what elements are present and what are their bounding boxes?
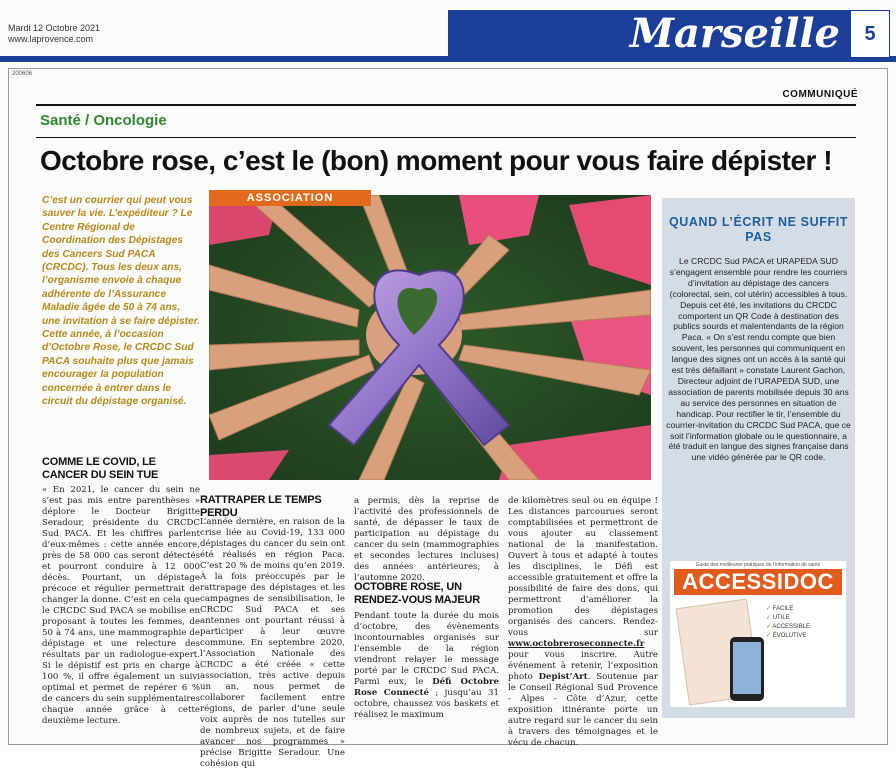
article-ref: 200606 — [12, 71, 33, 77]
sidebar-text: Le CRCDC Sud PACA et URAPEDA SUD s’engagent ensemble pour rendre les courriers d’invitation au dépistage des cancers (colorectal, sein, col utérin) accessibles à tous. Depuis cet été, les invitations du CRCDC comportent un QR Code à destination des publics sourds et malentendants de la région Paca. « On s’est rendu compte que bien souvent, les personnes qui communiquent en langue des signes ont un accès à la santé qui est très défaillant » constate Laurent Gachon, Directeur adjoint de l’URAPEDA SUD, une association de parents mobilisée depuis 30 ans au service des personnes en situation de handicap. Pour rectifier le tir, l’ensemble du courrier-invitation du CRCDC Sud PACA, que ce soit l’information globale ou le questionnaire, a été traduit en langue des signes française dans une vidéo générée par le QR code. — [666, 256, 851, 463]
ad-feature-list — [766, 605, 810, 641]
expo-name: Depist’Art — [538, 672, 588, 682]
header-dateline — [8, 23, 100, 45]
rubric-rule — [36, 137, 856, 138]
col4-text-b: pour vous inscrire. Autre événement à retenir, l’exposition photo — [508, 650, 658, 682]
section3-text-b: ; jusqu’au 31 octobre, chaussez vos baskets et réalisez le maximum — [354, 688, 499, 720]
page-number: 5 — [850, 10, 890, 58]
hands-ribbon-photo — [209, 195, 651, 480]
defi-website-link[interactable]: www.octobreroseconnecte.fr — [508, 639, 645, 649]
sidebar-title: QUAND L’ÉCRIT NE SUFFIT PAS — [668, 215, 849, 244]
rubric: Santé / Oncologie — [40, 112, 167, 129]
ad-title: ACCESSIDOC — [674, 569, 842, 595]
headline: Octobre rose, c’est le (bon) moment pour vous faire dépister ! — [40, 145, 833, 176]
top-rule — [36, 104, 856, 106]
section2-continued: a permis, dès la reprise de l’activité des professionnels de santé, de dépasser le taux de participation au dépistage du cancer du sein (mammographies et secondes lectures incluses) des années antérieures, à l’automne 2020. — [354, 496, 499, 583]
article-photo — [209, 195, 651, 480]
section3-text-a: Pendant toute la durée du mois d’octobre, des évènements incontournables organisés sur l’ensemble de la région viendront relayer le message porté par le CRCDC Sud PACA. Parmi eux, le — [354, 611, 499, 687]
section3-heading: OCTOBRE ROSE, UN RENDEZ-VOUS MAJEUR — [354, 581, 480, 606]
section3-continued — [508, 496, 658, 749]
section2-body: L’année dernière, en raison de la crise liée au Covid-19, 133 000 dépistages du cancer du sein ont été réalisés en région Paca. C’est 20 % de moins qu’en 2019. À la fois préoccupés par le rattrapage des dépistages et les campagnes de sensibilisation, le CRCDC Sud PACA et ses antennes ont pourtant réussi à participer à leur œuvre commune. En septembre 2020, l’Association Nationale des CRCDC a été créée « cette association, très active depuis un an, nous permet de collaborer facilement entre régions, de parler d’une seule voix auprès de nos tutelles sur de nombreux sujets, et de faire avancer nos programmes » précise Brigitte Seradour. Une cohésion qui — [200, 517, 345, 769]
section3-body — [354, 611, 499, 721]
ad-tagline: Guide des meilleures pratiques de l’information de santé — [695, 562, 821, 568]
communique-label: COMMUNIQUÉ — [782, 89, 858, 100]
ad-feature-item: ✓ ACCESSIBLE — [766, 623, 810, 632]
col4-text-c: . Soutenue par le Conseil Régional Sud Provence - Alpes - Côte d’Azur, cette exposition itinérante porte un autre regard sur le cancer du sein à travers des témoignages et le vécu de chacun. — [508, 672, 659, 748]
phone-image — [730, 637, 764, 701]
header-date: Mardi 12 Octobre 2021 — [8, 23, 101, 33]
intro-paragraph: C’est un courrier qui peut vous sauver la vie. L’expéditeur ? Le Centre Régional de Coordination des Dépistages des Cancers Sud PACA (CRCDC). Tous les deux ans, l’organisme envoie à chaque adhérente de l’Assurance Maladie âgée de 50 à 74 ans, une invitation à se faire dépister. Cette année, à l’occasion d’Octobre Rose, le CRCDC Sud PACA souhaite plus que jamais encourager la population concernée à entrer dans le circuit du dépistage organisé. — [42, 195, 200, 408]
section1-heading: COMME LE COVID, LE CANCER DU SEIN TUE — [42, 456, 159, 481]
col4-text-a: de kilomètres seul ou en équipe ! Les distances parcourues seront comptabilisées et permettront de vous ajouter au classement national de la manifestation. Ouvert à tous et adapté à toutes les disciplines, le Défi est accessible gratuitement et offre la possibilité de faire des dons, qui permettront d’améliorer la promotion des dépistages organisés des cancers. Rendez-vous sur — [508, 496, 658, 638]
section1-body: « En 2021, le cancer du sein ne s’est pas mis entre parenthèses » déplore le Docteur Brigitte Seradour, présidente du CRCDC Sud PACA. Et les chiffres parlent d’eux-mêmes : cette année encore, près de 58 000 cas seront détectés et pourront conduire à 12 000 décès. Pourtant, un dépistage précoce et régulier permettrait de changer la donne. C’est en cela que le CRCDC Sud PACA se mobilise en proposant à toutes les femmes, de 50 à 74 ans, une mammographie de dépistage et une relecture des résultats par un radiologue-expert. Si le dépistif est pris en charge à 100 %, il offre également un suivi optimal et permet de repérer 6 % de cancers du sein supplémentaires chaque année grâce à cette deuxième lecture. — [42, 485, 200, 726]
defi-name: Défi Octobre Rose Connecté — [354, 677, 499, 698]
accessidoc-ad — [670, 561, 846, 707]
ad-feature-item: ✓ UTILE — [766, 614, 810, 623]
header-website: www.laprovence.com — [8, 34, 94, 44]
header-city-banner: Marseille — [448, 10, 850, 58]
ad-feature-item: ✓ ÉVOLUTIVE — [766, 632, 810, 641]
ad-feature-item: ✓ FACILE — [766, 605, 810, 614]
photo-badge: ASSOCIATION — [209, 190, 371, 206]
section2-heading: RATTRAPER LE TEMPS PERDU — [200, 494, 322, 519]
